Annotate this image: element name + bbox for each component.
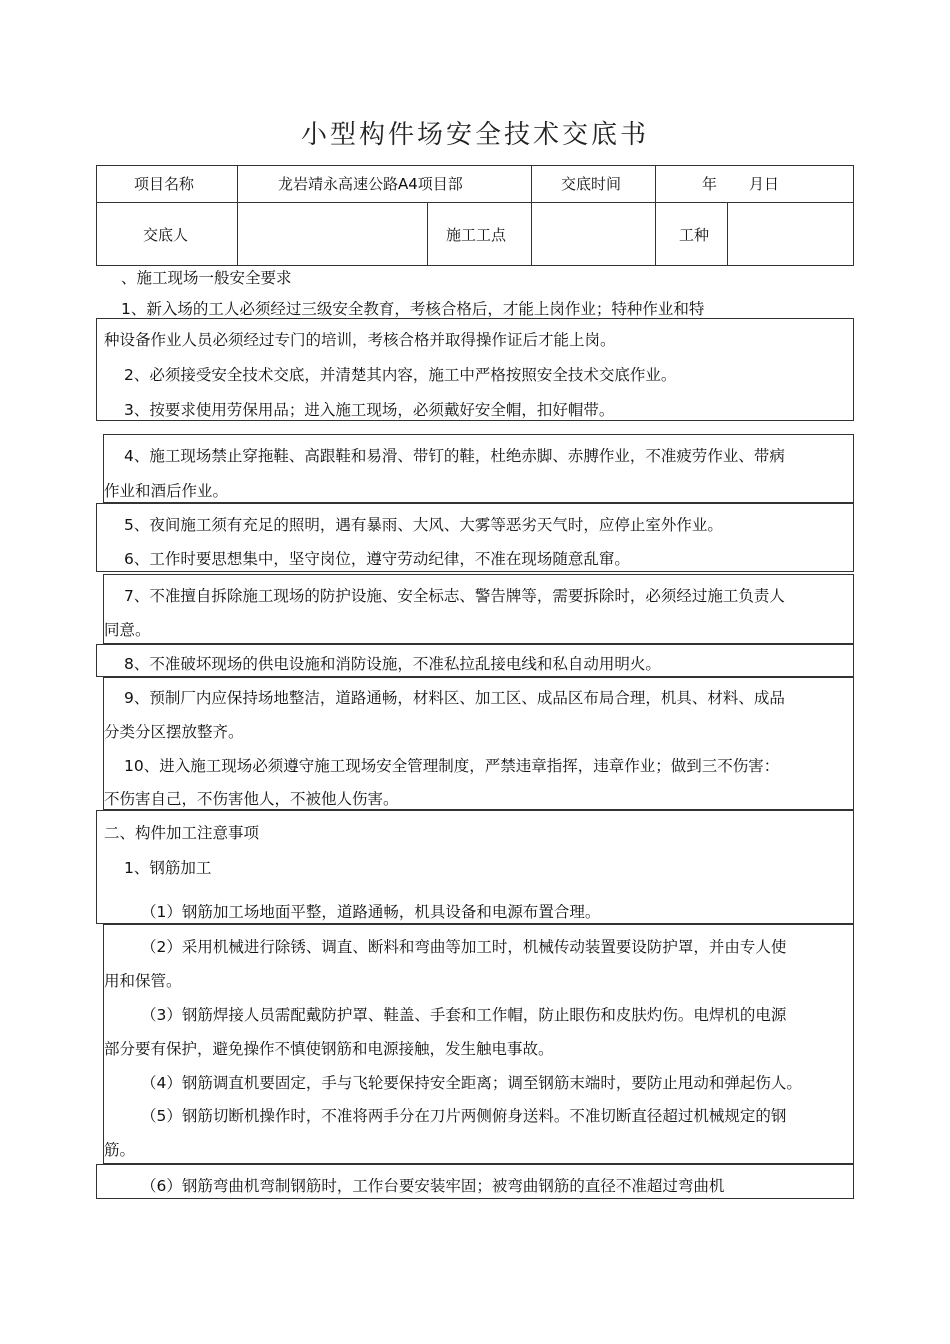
work-site-label: 施工工点 — [446, 226, 507, 244]
body-line: 5、夜间施工须有充足的照明，遇有暴雨、大风、大雾等恶劣天气时，应停止室外作业。 — [124, 516, 723, 534]
body-line: （1）钢筋加工场地面平整，道路通畅，机具设备和电源布置合理。 — [141, 903, 601, 921]
project-name-label: 项目名称 — [134, 175, 195, 193]
body-line: 4、施工现场禁止穿拖鞋、高跟鞋和易滑、带钉的鞋，杜绝赤脚、赤膊作业，不准疲劳作业、带病 — [124, 447, 785, 465]
body-line: 1、新入场的工人必须经过三级安全教育，考核合格后，才能上岗作业；特种作业和特 — [121, 300, 705, 318]
body-line: （2）采用机械进行除锈、调直、断料和弯曲等加工时，机械传动装置要设防护罩，并由专人使 — [141, 938, 787, 956]
body-line: 7、不准擅自拆除施工现场的防护设施、安全标志、警告牌等，需要拆除时，必须经过施工负责人 — [124, 587, 785, 605]
sub-heading: 1、钢筋加工 — [124, 859, 212, 877]
body-line: 筋。 — [104, 1141, 136, 1159]
body-line: 部分要有保护，避免操作不慎使钢筋和电源接触，发生触电事故。 — [104, 1040, 554, 1058]
body-line: 分类分区摆放整齐。 — [104, 723, 244, 741]
body-line: （3）钢筋焊接人员需配戴防护罩、鞋盖、手套和工作帽，防止眼伤和皮肤灼伤。电焊机的电源 — [141, 1006, 787, 1024]
project-name-value: 龙岩靖永高速公路A4项目部 — [278, 175, 463, 193]
body-line: （6）钢筋弯曲机弯制钢筋时，工作台要安装牢固；被弯曲钢筋的直径不准超过弯曲机 — [141, 1177, 725, 1195]
body-line: （5）钢筋切断机操作时，不准将两手分在刀片两侧俯身送料。不准切断直径超过机械规定的钢 — [141, 1107, 787, 1125]
body-line: 种设备作业人员必须经过专门的培训，考核合格并取得操作证后才能上岗。 — [104, 331, 616, 349]
body-line: 3、按要求使用劳保用品；进入施工现场，必须戴好安全帽，扣好帽带。 — [124, 401, 615, 419]
body-line: 2、必须接受安全技术交底，并清楚其内容，施工中严格按照安全技术交底作业。 — [124, 366, 677, 384]
body-line: 同意。 — [104, 621, 151, 639]
body-line: （4）钢筋调直机要固定，手与飞轮要保持安全距离；调至钢筋末端时，要防止甩动和弹起伤人。 — [141, 1074, 802, 1092]
handover-time-label: 交底时间 — [561, 175, 622, 193]
trade-label: 工种 — [679, 226, 710, 244]
body-line: 9、预制厂内应保持场地整洁，道路通畅，材料区、加工区、成品区布局合理，机具、材料、成品 — [124, 689, 785, 707]
body-line: 8、不准破坏现场的供电设施和消防设施，不准私拉乱接电线和私自动用明火。 — [124, 655, 661, 673]
handover-person-label: 交底人 — [143, 226, 189, 244]
date-year-label: 年 — [702, 175, 718, 193]
body-line: 6、工作时要思想集中，坚守岗位，遵守劳动纪律，不准在现场随意乱窜。 — [124, 550, 630, 568]
body-line: 10、进入施工现场必须遵守施工现场安全管理制度，严禁违章指挥，违章作业；做到三不伤害： — [124, 757, 780, 775]
body-line: 作业和酒后作业。 — [104, 482, 229, 500]
section-heading: 二、构件加工注意事项 — [104, 824, 260, 842]
body-line: 不伤害自己，不伤害他人，不被他人伤害。 — [104, 790, 399, 808]
body-line: 用和保管。 — [104, 972, 182, 990]
page-title: 小型构件场安全技术交底书 — [300, 120, 649, 150]
section-heading: 、施工现场一般安全要求 — [121, 269, 292, 287]
date-month-day-label: 月日 — [749, 175, 780, 193]
